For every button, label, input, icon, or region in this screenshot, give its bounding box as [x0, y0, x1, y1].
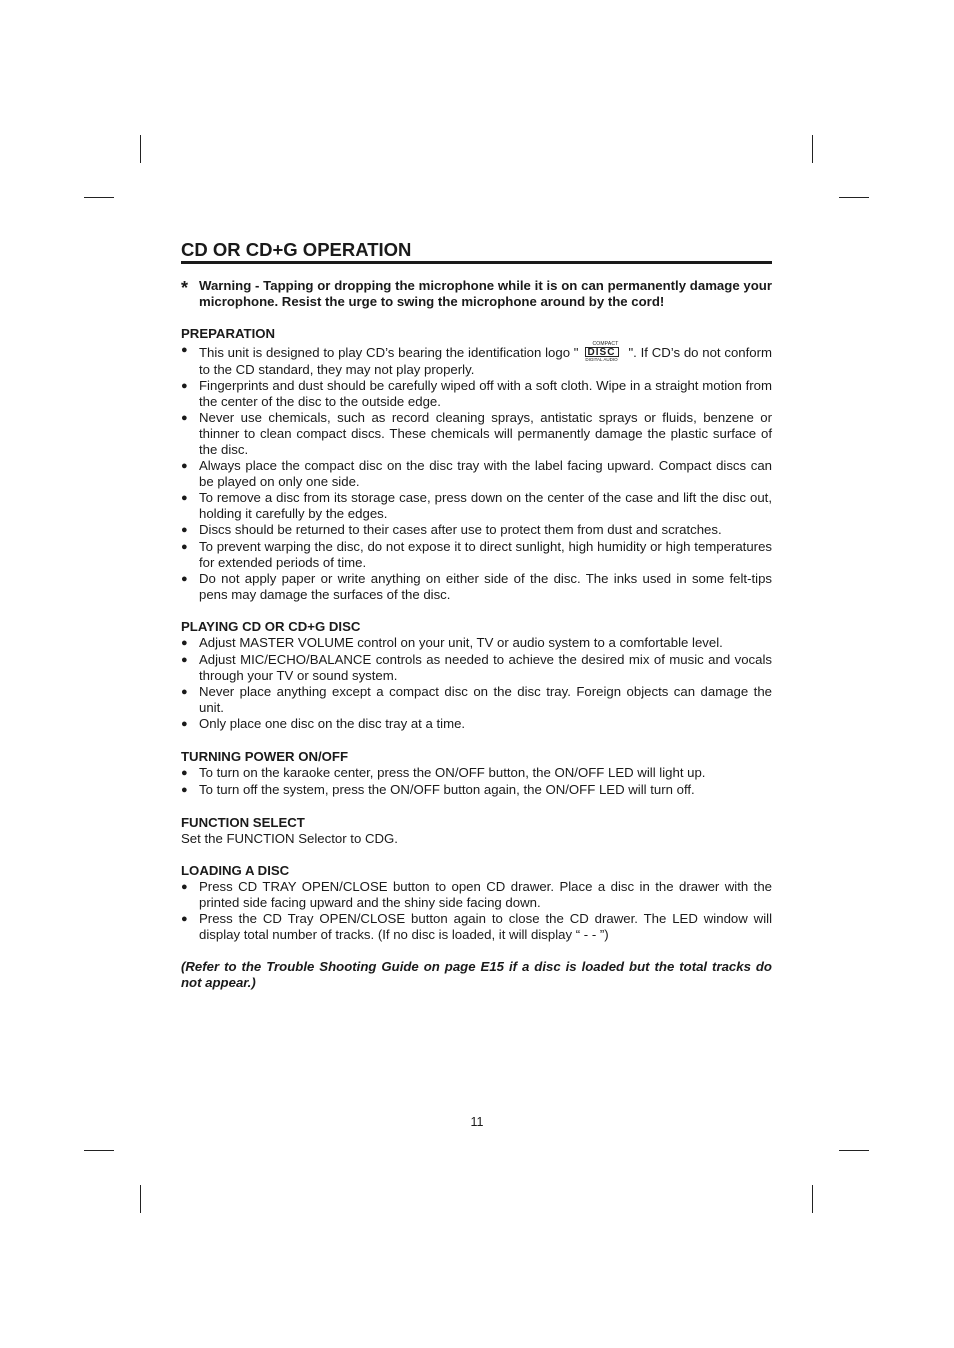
list-item-text: Fingerprints and dust should be carefully wiped off with a soft cloth. Wipe in a straight motion from the center of the disc to the outside edge.: [199, 378, 772, 409]
playing-heading: PLAYING CD OR CD+G DISC: [181, 619, 361, 634]
list-item: [181, 911, 772, 943]
preparation-heading: PREPARATION: [181, 326, 276, 341]
crop-mark-bottom-left: [140, 1185, 141, 1213]
bullet-icon: ●: [181, 718, 188, 730]
function-heading: FUNCTION SELECT: [181, 815, 305, 830]
crop-mark-top-right: [812, 135, 813, 163]
bullet-icon: ●: [181, 767, 188, 779]
bullet-icon: ●: [181, 460, 188, 472]
list-item-text: Press CD TRAY OPEN/CLOSE button to open CD drawer. Place a disc in the drawer with the printed side facing upward and the shiny side facing down.: [199, 879, 772, 910]
list-item-text-start: This unit is designed to play CD’s bearing the identification logo ": [199, 345, 579, 360]
crop-mark-top-left: [140, 135, 141, 163]
list-item-text: Discs should be returned to their cases after use to protect them from dust and scratches.: [199, 522, 722, 537]
list-item: [181, 782, 772, 799]
logo-top-text: COMPACT: [592, 341, 619, 347]
bullet-icon: ●: [181, 686, 188, 698]
crop-mark-top-right-h: [839, 197, 869, 198]
list-item-text: Never place anything except a compact disc on the disc tray. Foreign objects can damage the unit.: [199, 684, 772, 715]
list-item-text-end: ". If CD’s do not conform to the CD standard, they may not play properly.: [199, 345, 773, 377]
bullet-icon: ●: [181, 524, 188, 536]
list-item-text: To turn on the karaoke center, press the ON/OFF button, the ON/OFF LED will light up.: [199, 765, 706, 780]
playing-list: [181, 635, 772, 733]
loading-heading: LOADING A DISC: [181, 863, 290, 878]
logo-mid-text: DISC: [585, 347, 619, 357]
list-item: [181, 490, 772, 522]
bullet-icon: ●: [181, 573, 188, 585]
list-item: [181, 342, 772, 378]
loading-list: [181, 879, 772, 943]
crop-mark-bottom-right: [812, 1185, 813, 1213]
list-item: [181, 635, 772, 652]
bullet-icon: ●: [181, 412, 188, 424]
asterisk-icon: *: [181, 278, 189, 298]
preparation-list: [181, 342, 772, 603]
list-item: [181, 879, 772, 911]
list-item: [181, 684, 772, 716]
list-item: [181, 765, 772, 782]
power-section: [181, 749, 772, 799]
list-item: [181, 539, 772, 571]
bullet-icon: ●: [181, 881, 188, 893]
playing-section: [181, 619, 772, 733]
bullet-icon: ●: [181, 913, 188, 925]
bullet-icon: ●: [181, 492, 188, 504]
list-item-text: To prevent warping the disc, do not expose it to direct sunlight, high humidity or high temperatures for extended periods of time.: [199, 539, 772, 570]
list-item-text: To turn off the system, press the ON/OFF button again, the ON/OFF LED will turn off.: [199, 782, 695, 797]
power-heading: TURNING POWER ON/OFF: [181, 749, 349, 764]
warning-block: [181, 278, 772, 310]
list-item-text: Never use chemicals, such as record cleaning sprays, antistatic sprays or fluids, benzene or thinner to clean compact discs. These chemicals will permanently damage the plastic surface of the disc.: [199, 410, 772, 457]
function-section: [181, 815, 772, 847]
crop-mark-bottom-right-h: [839, 1150, 869, 1151]
logo-bottom-text: DIGITAL AUDIO: [585, 357, 618, 362]
list-item: [181, 716, 772, 733]
list-item: [181, 571, 772, 603]
bullet-icon: ●: [181, 784, 188, 796]
bullet-icon: ●: [181, 380, 188, 392]
list-item-text: Do not apply paper or write anything on either side of the disc. The inks used in some felt-tips pens may damage the surfaces of the disc.: [199, 571, 772, 602]
list-item-text: Always place the compact disc on the disc tray with the label facing upward. Compact discs can be played on only one side.: [199, 458, 772, 489]
preparation-section: [181, 326, 772, 603]
crop-mark-bottom-left-h: [84, 1150, 114, 1151]
warning-text: Warning - Tapping or dropping the microphone while it is on can permanently damage your microphone. Resist the urge to swing the microphone around by the cord!: [199, 278, 772, 309]
list-item-text: Only place one disc on the disc tray at a time.: [199, 716, 466, 731]
loading-section: [181, 863, 772, 943]
crop-mark-top-left-h: [84, 197, 114, 198]
bullet-icon: ●: [181, 541, 188, 553]
list-item-text: Press the CD Tray OPEN/CLOSE button again to close the CD drawer. The LED window will display total number of tracks. (If no disc is loaded, it will display “ - - ”): [199, 911, 772, 942]
bullet-icon: ●: [181, 654, 188, 666]
list-item: [181, 652, 772, 684]
trouble-shooting-note: (Refer to the Trouble Shooting Guide on page E15 if a disc is loaded but the total tracks do not appear.): [181, 959, 772, 990]
list-item-text: Adjust MIC/ECHO/BALANCE controls as needed to achieve the desired mix of music and vocals through your TV or sound system.: [199, 652, 772, 683]
list-item: [181, 410, 772, 458]
page-content: [181, 240, 772, 1004]
function-text: Set the FUNCTION Selector to CDG.: [181, 831, 398, 846]
page-title: CD OR CD+G OPERATION: [181, 240, 772, 264]
page-number: 11: [470, 1115, 484, 1129]
list-item: [181, 522, 772, 539]
compact-disc-logo-icon: [585, 342, 619, 362]
list-item-text: [199, 342, 772, 378]
list-item: [181, 378, 772, 410]
list-item-text: Adjust MASTER VOLUME control on your unit, TV or audio system to a comfortable level.: [199, 635, 723, 650]
power-list: [181, 765, 772, 799]
list-item-text: To remove a disc from its storage case, press down on the center of the case and lift the disc out, holding it carefully by the edges.: [199, 490, 772, 521]
bullet-icon: ●: [181, 344, 188, 356]
list-item: [181, 458, 772, 490]
bullet-icon: ●: [181, 637, 188, 649]
